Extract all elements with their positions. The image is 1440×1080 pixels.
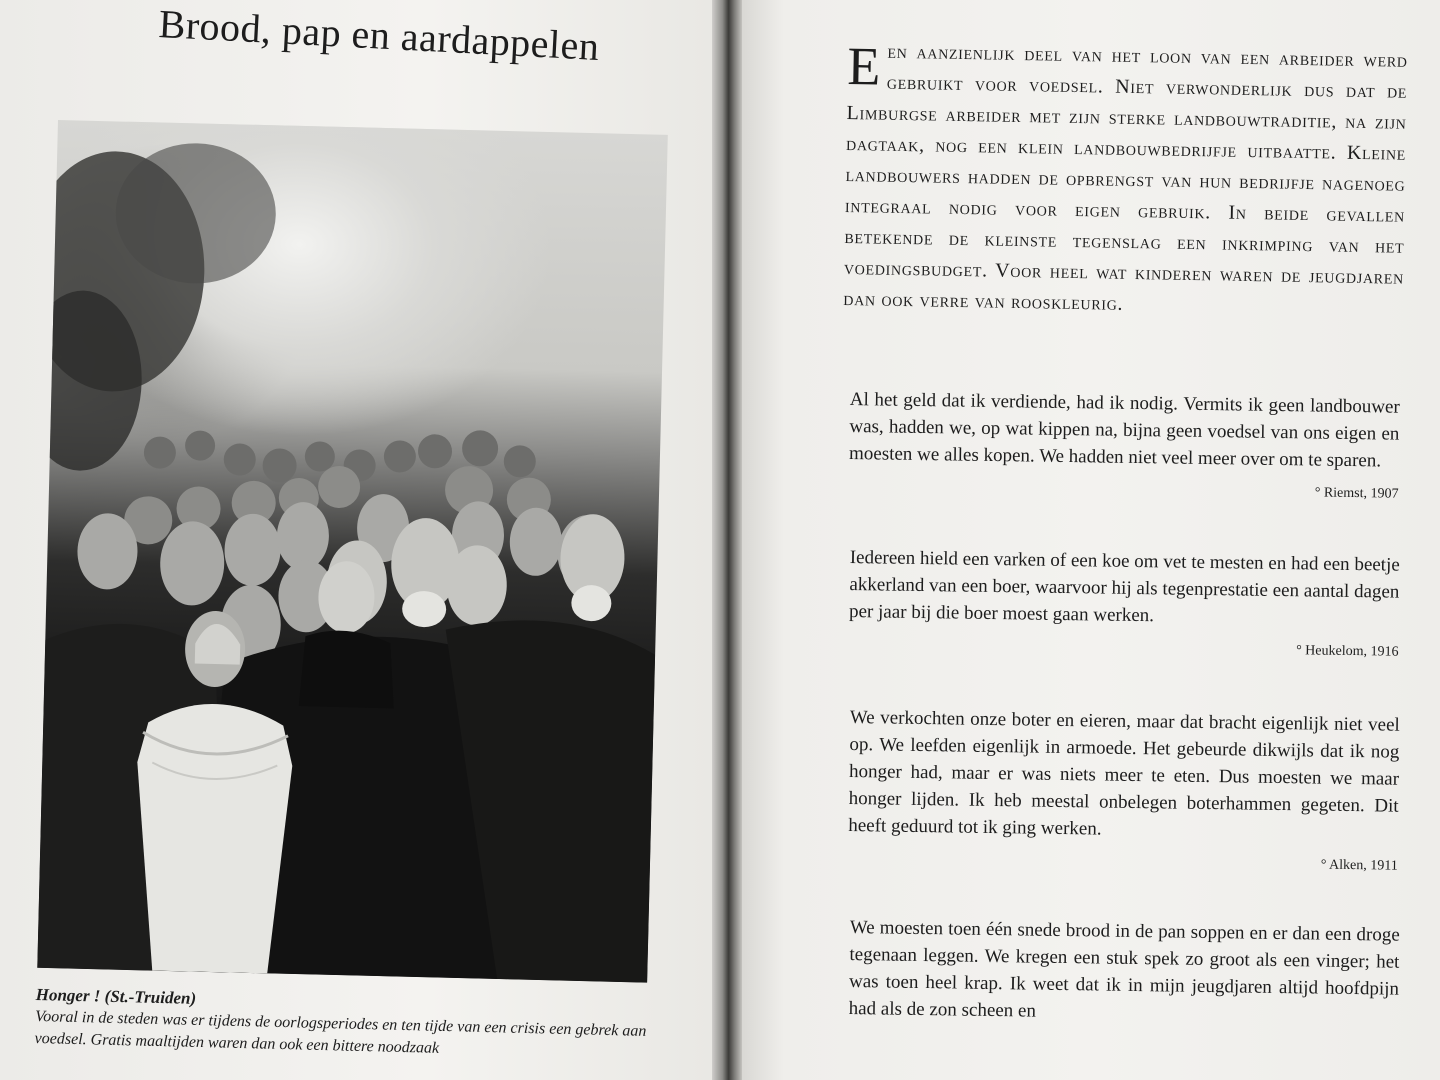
caption-title: Honger ! (St.-Truiden)	[35, 984, 197, 1008]
quote-text: Al het geld dat ik verdiende, had ik nodig. Vermits ik geen landbouwer was, hadden we, op wat kippen na, bijna geen voedsel van ons eigen en moesten we alles kopen. We hadden niet veel meer over om te sparen.	[848, 388, 1400, 472]
caption-text: Vooral in de steden was er tijdens de oorlogsperiodes en ten tijde van een crisis een gebrek aan voedsel. Gratis maaltijden waren dan ook een bittere noodzaak	[34, 1007, 647, 1057]
testimony-quote	[848, 544, 1400, 666]
crowd-photo-illustration	[37, 120, 668, 983]
historical-photo	[37, 120, 668, 983]
quote-text: We moesten toen één snede brood in de pan soppen en er dan een droge tegenaan leggen. We kregen een stuk spek zo groot als een vinger; het was toen heel krap. Ik weet dat ik in mijn jeugdjaren altijd hoofdpijn had als de zon scheen en	[848, 916, 1400, 1022]
chapter-title: Brood, pap en aardappelen	[157, 0, 601, 70]
quote-text: We verkochten onze boter en eieren, maar dat bracht eigenlijk niet veel op. We leefden eigenlijk in armoede. Het gebeurde dikwijls dat ik nog honger had, maar er was niets meer te eten. Dus moesten we maar honger lijden. Ik heb meestal onbelegen boterhammen gegeten. Dit heeft geduurd tot ik ging werken.	[848, 706, 1400, 840]
intro-paragraph	[843, 36, 1408, 325]
testimony-quote	[848, 386, 1400, 508]
photo-caption	[34, 984, 665, 1065]
book-gutter	[712, 0, 742, 1080]
quote-source: ° Heukelom, 1916	[1296, 643, 1399, 660]
drop-cap: E	[846, 36, 882, 97]
testimony-quote	[848, 914, 1399, 1030]
quote-source: ° Alken, 1911	[1320, 857, 1398, 874]
testimony-quote	[848, 704, 1400, 880]
left-page	[0, 0, 712, 1080]
intro-text: en aanzienlijk deel van het loon van een arbeider werd gebruikt voor voedsel. Niet verwonderlijk dus dat de Limburgse arbeider met zijn sterke landbouwtraditie, na zijn dagtaak, nog een klein landbouwbedrijfje uitbaatte. Kleine landbouwers hadden de opbrengst van hun bedrijfje nagenoeg integraal nodig voor eigen gebruik. In beide gevallen betekende de kleinste tegenslag een inkrimping van het voedingsbudget. Voor heel wat kinderen waren de jeugdjaren dan ook verre van rooskleurig.	[843, 40, 1408, 315]
quote-source: ° Riemst, 1907	[1314, 485, 1399, 502]
quote-text: Iedereen hield een varken of een koe om vet te mesten en had een beetje akkerland van een boer, waarvoor hij als tegenprestatie een aantal dagen per jaar bij die boer moest gaan werken.	[848, 546, 1400, 627]
